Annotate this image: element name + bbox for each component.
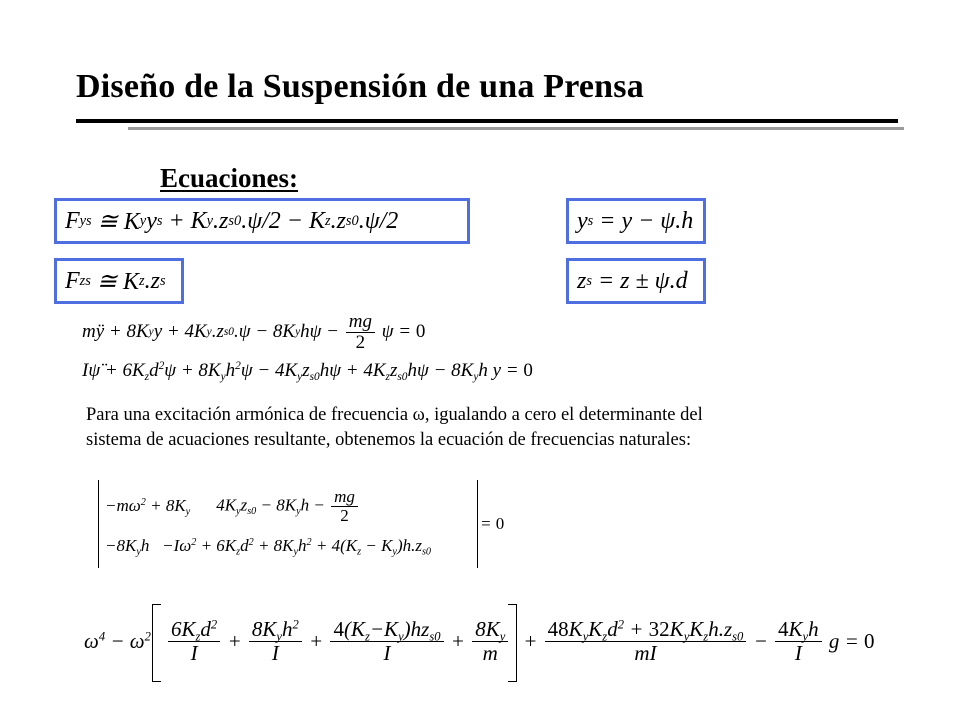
paragraph-line-1: Para una excitación armónica de frecuencia ω, igualando a cero el determinante del: [86, 405, 703, 425]
bracket-left: [152, 604, 161, 682]
determinant-row-2: $-8K_yh -I\omega^2 + 6K_zd^2 + 8K_yh^2 + 4(K_z - K_y)h.z_{s0}$: [105, 536, 432, 558]
determinant-equals-zero: = 0: [480, 514, 505, 533]
title-rule-thick: [76, 119, 898, 123]
title-rule-thin: [128, 127, 904, 130]
slide-title: Diseño de la Suspensión de una Prensa: [76, 68, 644, 105]
equation-box-ys: y s = y − ψ.h: [566, 198, 706, 244]
equation-box-fzs: F zs ≅ K z .z s: [54, 258, 184, 304]
equation-motion-1: mÿ + 8K y y + 4K y .z s0 .ψ − 8K y hψ − $\frac{mg}{2}$ ψ = 0: [82, 310, 426, 353]
explanation-paragraph: [86, 403, 886, 453]
equation-motion-2: Iψ̈ + $6K_zd^2\psi + 8K_yh^2\psi - 4K_yz_{s0}h\psi + 4K_zz_{s0}h\psi - 8K_yh$ y = 0: [82, 360, 533, 383]
determinant-row-1: $-m\omega^2 + 8K_y$ $4K_yz_{s0} - 8K_yh$ − $\frac{mg}{2}$: [105, 488, 360, 525]
paragraph-line-2: sistema de acuaciones resultante, obtenemos la ecuación de frecuencias naturales:: [86, 430, 692, 450]
equation-box-fys: F ys ≅ K y y s + K y .z s0 .ψ/2 − K z .z s0 .ψ/2: [54, 198, 470, 244]
determinant: [98, 480, 478, 568]
section-heading: Ecuaciones:: [160, 163, 298, 193]
equation-box-zs: z s = z ± ψ.d: [566, 258, 706, 304]
